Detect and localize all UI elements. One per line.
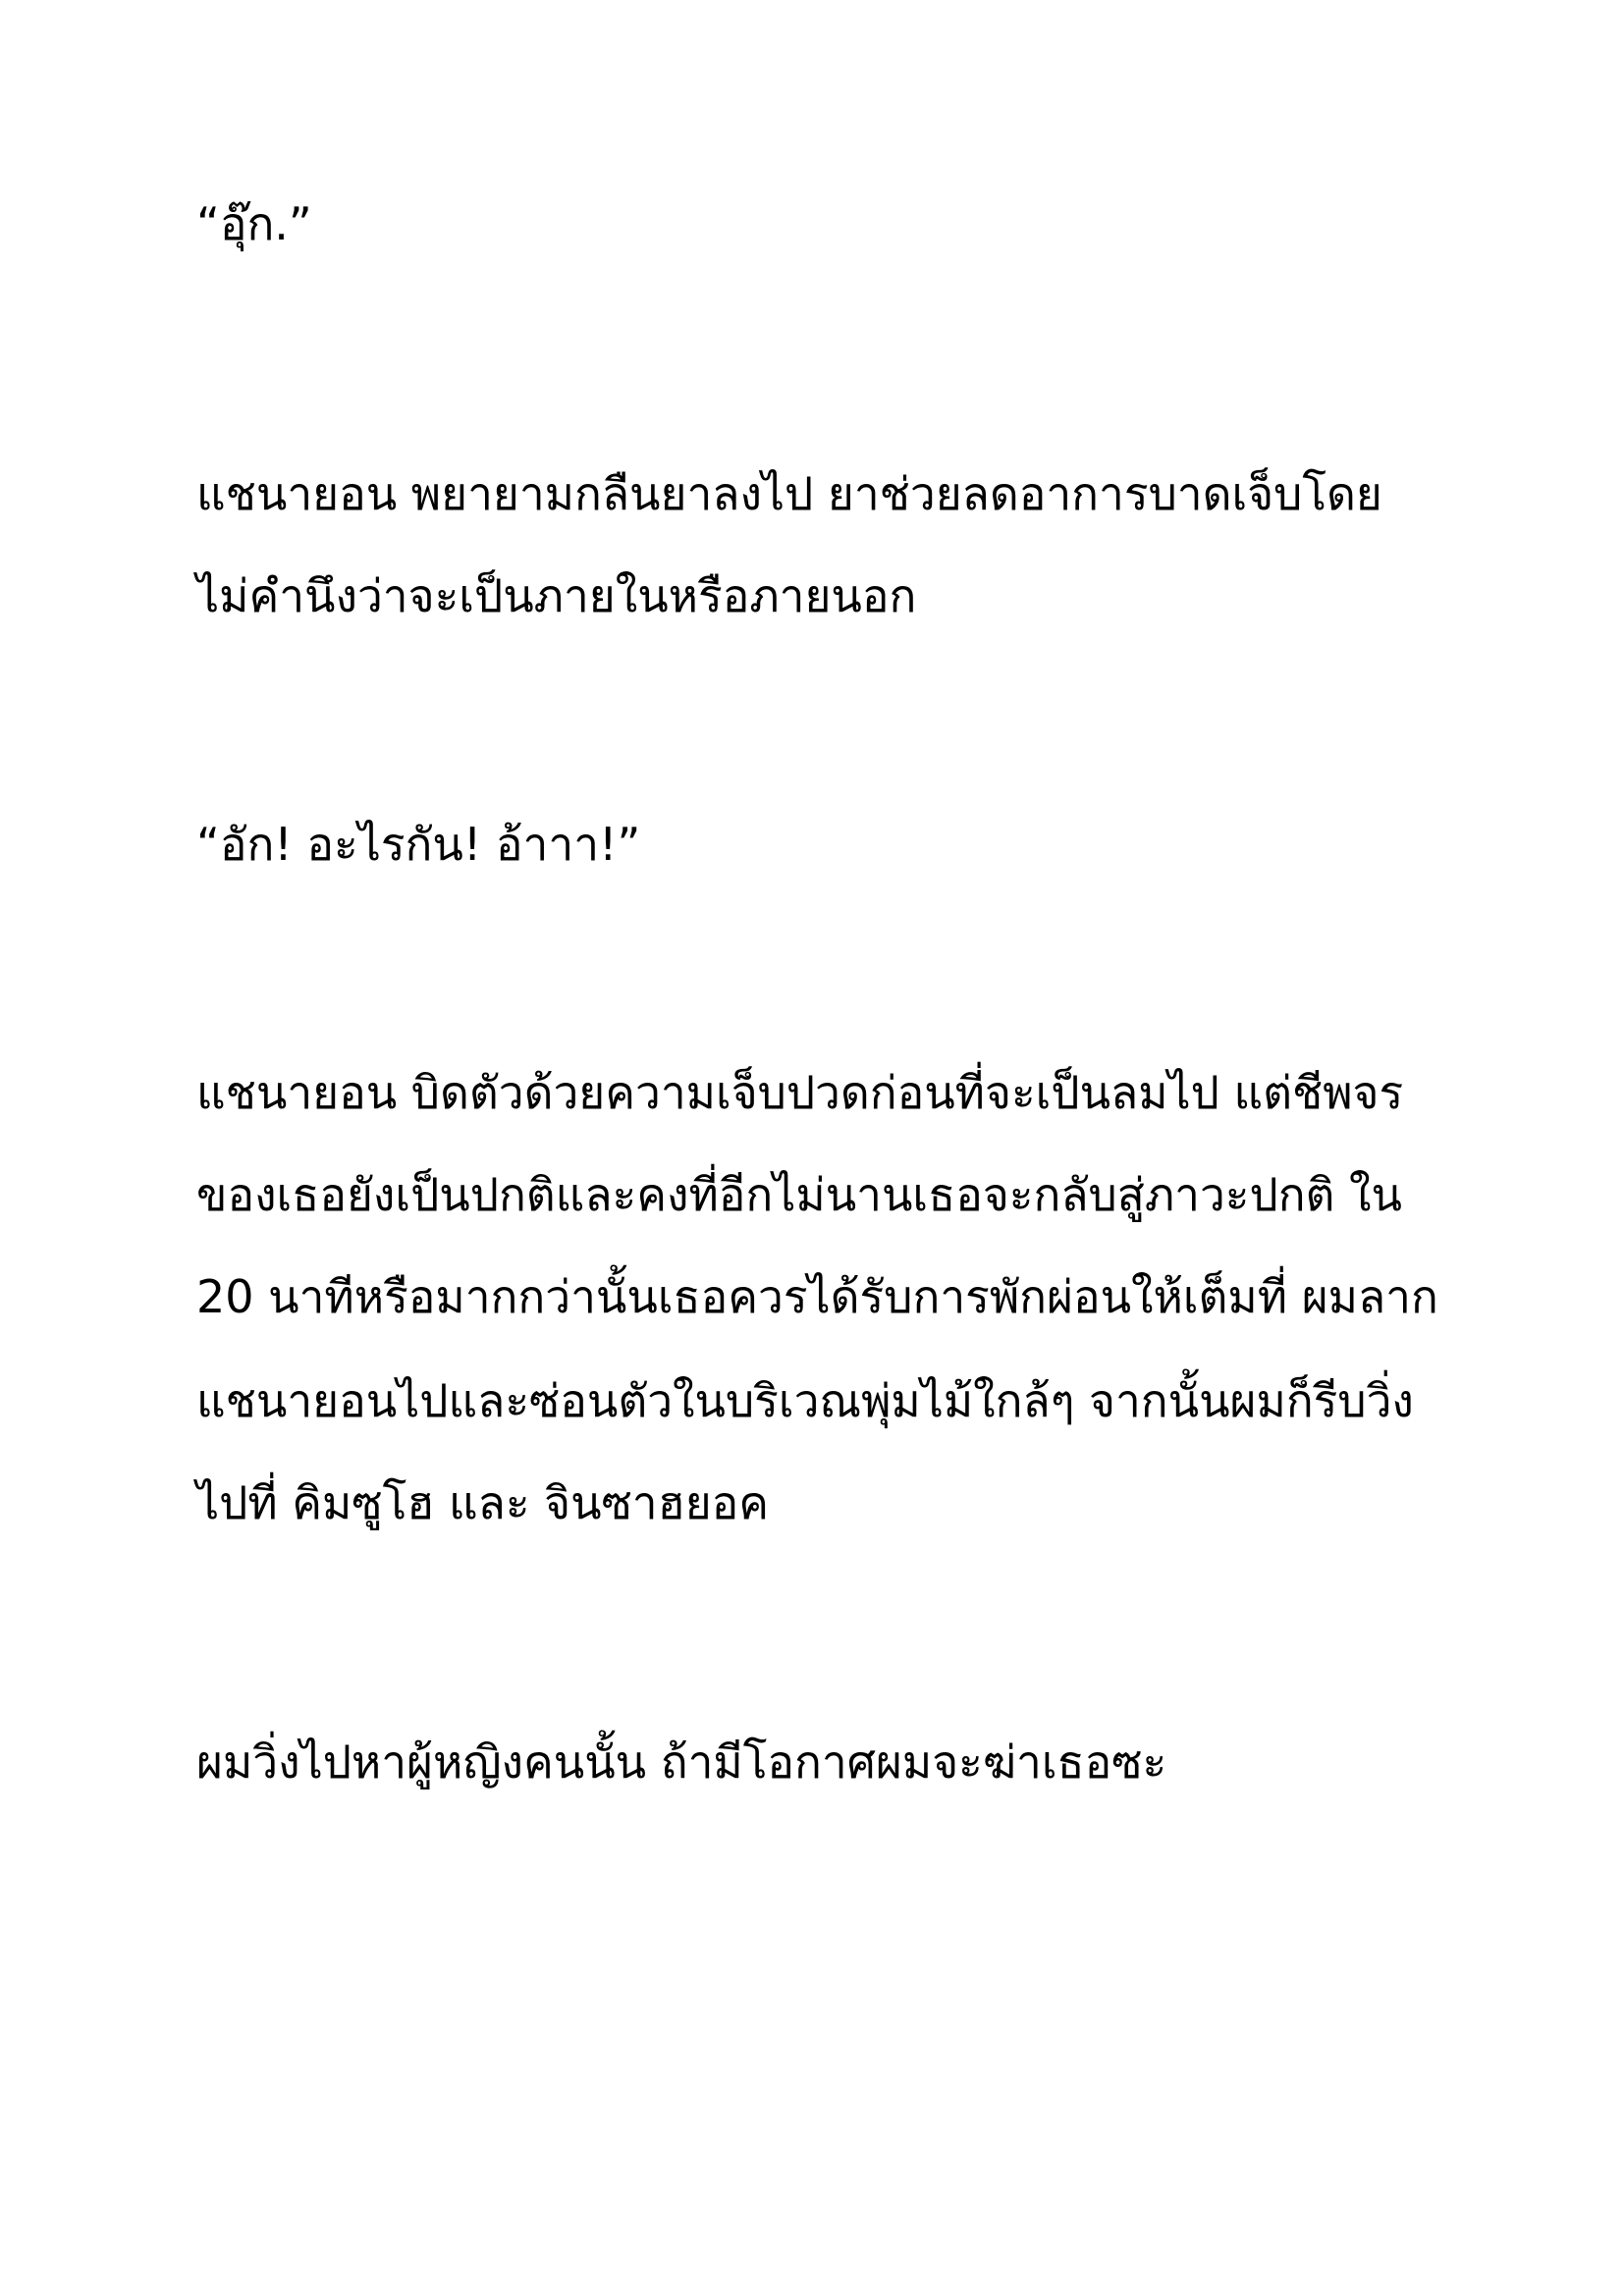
text-line: แชนายอน พยายามกลืนยาลงไป ยาช่วยลดอาการบาดเจ็บโดย: [196, 467, 1382, 520]
text-line: ไม่คำนึงว่าจะเป็นภายในหรือภายนอก: [196, 569, 917, 622]
text-line: “อุ๊ก.”: [196, 197, 312, 250]
text-line: ของเธอยังเป็นปกติและคงที่อีกไม่นานเธอจะกลับสู่ภาวะปกติ ใน: [196, 1168, 1402, 1221]
text-line: 20 นาทีหรือมากกว่านั้นเธอควรได้รับการพักผ่อนให้เต็มที่ ผมลาก: [196, 1270, 1438, 1323]
text-line: แชนายอน บิดตัวด้วยความเจ็บปวดก่อนที่จะเป็นลมไป แต่ชีพจร: [196, 1066, 1404, 1119]
text-line: ไปที่ คิมซูโฮ และ จินซาฮยอค: [196, 1476, 770, 1529]
text-line: ผมวิ่งไปหาผู้หญิงคนนั้น ถ้ามีโอกาศผมจะฆ่าเธอซะ: [196, 1735, 1167, 1789]
text-line: “อัก! อะไรกัน! อ้าาา!”: [196, 818, 641, 871]
text-line: แชนายอนไปและซ่อนตัวในบริเวณพุ่มไม้ใกล้ๆ จากนั้นผมก็รีบวิ่ง: [196, 1374, 1414, 1427]
